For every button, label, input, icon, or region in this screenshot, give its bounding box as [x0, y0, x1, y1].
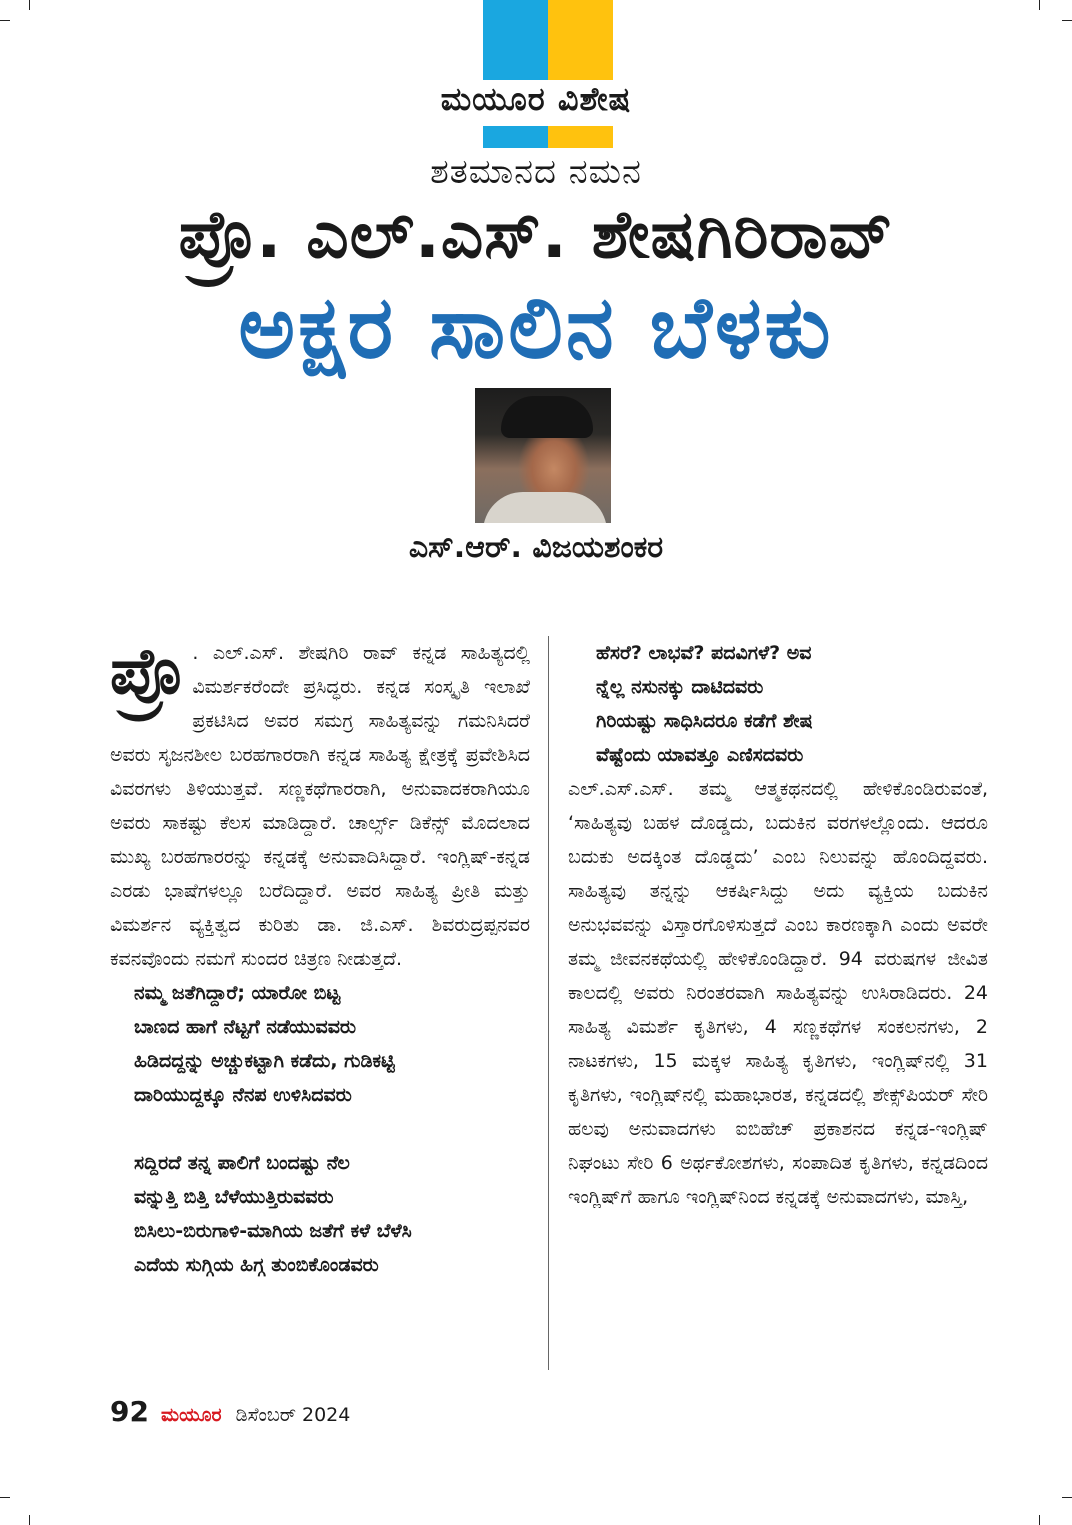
section-color-bar-bottom — [483, 126, 613, 148]
headline-title: ಅಕ್ಷರ ಸಾಲಿನ ಬೆಳಕು — [238, 278, 834, 378]
author-photo — [475, 388, 611, 523]
article-column-left — [110, 636, 530, 1282]
drop-cap: ಪ್ರೊ — [110, 635, 185, 709]
crop-mark — [1039, 0, 1040, 10]
headline-name: ಪ್ರೊ. ಎಲ್.ಎಸ್. ಶೇಷಗಿರಿರಾವ್ — [178, 196, 894, 273]
issue-date: ಡಿಸೆಂಬರ್ 2024 — [235, 1404, 351, 1426]
poem-line: ಬಿಸಿಲು-ಬಿರುಗಾಳಿ-ಮಾಗಿಯ ಜತೆಗೆ ಕಳೆ ಬೆಳೆಸಿ — [134, 1220, 412, 1242]
article-column-right — [568, 636, 988, 1214]
poem-line: ಹೆಸರೆ? ಲಾಭವೆ? ಪದವಿಗಳೆ? ಅವ — [596, 642, 812, 664]
intro-paragraph — [110, 636, 530, 976]
poem-line: ಬಾಣದ ಹಾಗೆ ನೆಟ್ಟಗೆ ನಡೆಯುವವರು — [134, 1016, 357, 1038]
poem-line: ವೆಷ್ಟೆಂದು ಯಾವತ್ತೂ ಎಣಿಸದವರು — [596, 744, 804, 766]
kicker: ಶತಮಾನದ ನಮನ — [430, 152, 642, 192]
poem-line: ಗಿರಿಯಷ್ಟು ಸಾಧಿಸಿದರೂ ಕಡೆಗೆ ಶೇಷ — [596, 710, 813, 732]
poem-line: ನಮ್ಮ ಜತೆಗಿದ್ದಾರೆ; ಯಾರೋ ಬಿಟ್ಟ — [134, 982, 341, 1004]
poem-line: ದಾರಿಯುದ್ದಕ್ಕೂ ನೆನಪ ಉಳಿಸಿದವರು — [134, 1084, 352, 1106]
byline: ಎಸ್.ಆರ್. ವಿಜಯಶಂಕರ — [408, 530, 664, 565]
crop-mark — [0, 20, 10, 21]
poem-stanza-3 — [568, 636, 988, 772]
crop-mark — [29, 1515, 30, 1525]
crop-mark — [29, 0, 30, 10]
crop-mark — [0, 1497, 10, 1498]
crop-mark — [1062, 1497, 1072, 1498]
page-number: 92 — [110, 1395, 149, 1428]
poem-line: ಹಿಡಿದದ್ದನ್ನು ಅಚ್ಚುಕಟ್ಟಾಗಿ ಕಡೆದು, ಗುಡಿಕಟ್ಟಿ — [134, 1050, 395, 1072]
crop-mark — [1039, 1515, 1040, 1525]
section-label: ಮಯೂರ ವಿಶೇಷ — [440, 80, 632, 118]
poem-stanza-1 — [110, 976, 530, 1112]
poem-line: ನ್ನೆಲ್ಲ ನಸುನಕ್ಕು ದಾಟಿದವರು — [596, 676, 764, 698]
magazine-logo: ಮಯೂರ — [161, 1404, 222, 1426]
intro-text: . ಎಲ್.ಎಸ್. ಶೇಷಗಿರಿ ರಾವ್ ಕನ್ನಡ ಸಾಹಿತ್ಯದಲ್ಲಿ ವಿಮರ್ಶಕರೆಂದೇ ಪ್ರಸಿದ್ಧರು. ಕನ್ನಡ ಸಂಸ್ಕೃತಿ ಇಲಾಖೆ ಪ್ರಕಟಿಸಿದ ಅವರ ಸಮಗ್ರ ಸಾಹಿತ್ಯವನ್ನು ಗಮನಿಸಿದರೆ ಅವರು ಸೃಜನಶೀಲ ಬರಹಗಾರರಾಗಿ ಕನ್ನಡ ಸಾಹಿತ್ಯ ಕ್ಷೇತ್ರಕ್ಕೆ ಪ್ರವೇಶಿಸಿದ ವಿವರಗಳು ತಿಳಿಯುತ್ತವೆ. ಸಣ್ಣಕಥೆಗಾರರಾಗಿ, ಅನುವಾದಕರಾಗಿಯೂ ಅವರು ಸಾಕಷ್ಟು ಕೆಲಸ ಮಾಡಿದ್ದಾರೆ. ಚಾರ್ಲ್ಸ್ ಡಿಕೆನ್ಸ್ ಮೊದಲಾದ ಮುಖ್ಯ ಬರಹಗಾರರನ್ನು ಕನ್ನಡಕ್ಕೆ ಅನುವಾದಿಸಿದ್ದಾರೆ. ಇಂಗ್ಲಿಷ್-ಕನ್ನಡ ಎರಡು ಭಾಷೆಗಳಲ್ಲೂ ಬರೆದಿದ್ದಾರೆ. ಅವರ ಸಾಹಿತ್ಯ ಪ್ರೀತಿ ಮತ್ತು ವಿಮರ್ಶನ ವ್ಯಕ್ತಿತ್ವದ ಕುರಿತು ಡಾ. ಜಿ.ಎಸ್. ಶಿವರುದ್ರಪ್ಪನವರ ಕವನವೊಂದು ನಮಗೆ ಸುಂದರ ಚಿತ್ರಣ ನೀಡುತ್ತದೆ. — [110, 642, 530, 970]
poem-line: ಎದೆಯ ಸುಗ್ಗಿಯ ಹಿಗ್ಗ ತುಂಬಿಕೊಂಡವರು — [134, 1254, 379, 1276]
page-footer — [110, 1395, 350, 1427]
poem-stanza-2 — [110, 1146, 530, 1282]
body-paragraph: ಎಲ್.ಎಸ್.ಎಸ್. ತಮ್ಮ ಆತ್ಮಕಥನದಲ್ಲಿ ಹೇಳಿಕೊಂಡಿರುವಂತೆ, ‘ಸಾಹಿತ್ಯವು ಬಹಳ ದೊಡ್ಡದು, ಬದುಕಿನ ವರಗಳಲ್ಲೊಂದು. ಆದರೂ ಬದುಕು ಅದಕ್ಕಿಂತ ದೊಡ್ಡದು’ ಎಂಬ ನಿಲುವನ್ನು ಹೊಂದಿದ್ದವರು. ಸಾಹಿತ್ಯವು ತನ್ನನ್ನು ಆಕರ್ಷಿಸಿದ್ದು ಅದು ವ್ಯಕ್ತಿಯ ಬದುಕಿನ ಅನುಭವವನ್ನು ವಿಸ್ತಾರಗೊಳಿಸುತ್ತದೆ ಎಂಬ ಕಾರಣಕ್ಕಾಗಿ ಎಂದು ಅವರೇ ತಮ್ಮ ಜೀವನಕಥೆಯಲ್ಲಿ ಹೇಳಿಕೊಂಡಿದ್ದಾರೆ. 94 ವರುಷಗಳ ಜೀವಿತ ಕಾಲದಲ್ಲಿ ಅವರು ನಿರಂತರವಾಗಿ ಸಾಹಿತ್ಯವನ್ನು ಉಸಿರಾಡಿದರು. 24 ಸಾಹಿತ್ಯ ವಿಮರ್ಶೆ ಕೃತಿಗಳು, 4 ಸಣ್ಣಕಥೆಗಳ ಸಂಕಲನಗಳು, 2 ನಾಟಕಗಳು, 15 ಮಕ್ಕಳ ಸಾಹಿತ್ಯ ಕೃತಿಗಳು, ಇಂಗ್ಲಿಷ್‌ನಲ್ಲಿ 31 ಕೃತಿಗಳು, ಇಂಗ್ಲಿಷ್‌ನಲ್ಲಿ ಮಹಾಭಾರತ, ಕನ್ನಡದಲ್ಲಿ ಶೇಕ್ಸ್‌ಪಿಯರ್ ಸೇರಿ ಹಲವು ಅನುವಾದಗಳು ಐಬಿಹೆಚ್ ಪ್ರಕಾಶನದ ಕನ್ನಡ-ಇಂಗ್ಲಿಷ್ ನಿಘಂಟು ಸೇರಿ 6 ಅರ್ಥಕೋಶಗಳು, ಸಂಪಾದಿತ ಕೃತಿಗಳು, ಕನ್ನಡದಿಂದ ಇಂಗ್ಲಿಷ್‌ಗೆ ಹಾಗೂ ಇಂಗ್ಲಿಷ್‌ನಿಂದ ಕನ್ನಡಕ್ಕೆ ಅನುವಾದಗಳು, ಮಾಸ್ತಿ, — [568, 778, 988, 1208]
column-divider — [548, 636, 549, 1370]
crop-mark — [1062, 20, 1072, 21]
poem-line: ವನ್ನುತ್ತಿ ಬಿತ್ತಿ ಬೆಳೆಯುತ್ತಿರುವವರು — [134, 1186, 334, 1208]
section-color-bar-top — [483, 0, 613, 80]
poem-line: ಸದ್ದಿರದೆ ತನ್ನ ಪಾಲಿಗೆ ಬಂದಷ್ಟು ನೆಲ — [134, 1152, 350, 1174]
